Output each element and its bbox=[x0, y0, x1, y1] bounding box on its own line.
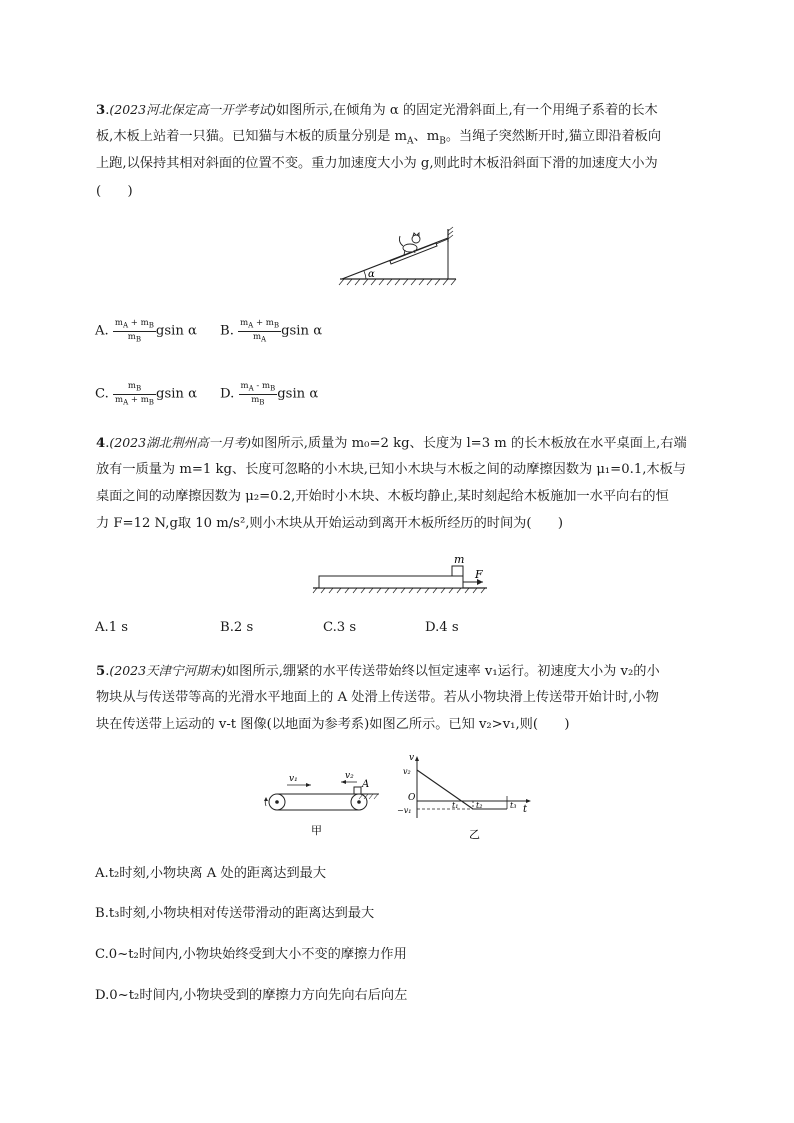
q5-option-a[interactable]: A.t₂时刻,小物块离 A 处的距离达到最大 bbox=[95, 866, 327, 881]
q5-line3: 块在传送带上运动的 v-t 图像(以地面为参考系)如图乙所示。已知 v₂>v₁,则( ) bbox=[96, 717, 570, 732]
long-board bbox=[319, 576, 463, 588]
q4-option-a[interactable]: A.1 s bbox=[95, 620, 129, 635]
board-block-figure bbox=[311, 554, 491, 596]
t1-label: t₁ bbox=[452, 801, 459, 810]
q5-option-b[interactable]: B.t₃时刻,小物块相对传送带滑动的距离达到最大 bbox=[95, 906, 375, 921]
v1-label: v₁ bbox=[289, 774, 298, 784]
q3-option-b[interactable]: B. $\frac{m_A + m_B}{m_A}$ gsin α bbox=[220, 318, 323, 344]
q4-option-b[interactable]: B.2 s bbox=[220, 620, 254, 635]
q3-line4: ( ) bbox=[96, 184, 133, 199]
q3-number: 3 bbox=[96, 103, 106, 118]
t3-label: t₃ bbox=[510, 801, 517, 810]
q5-line1: 5.(2023天津宁河期末)如图所示,绷紧的水平传送带始终以恒定速率 v₁运行。初速度大小为 v₂的小 bbox=[96, 663, 660, 679]
conveyor-figure bbox=[255, 766, 385, 840]
q5-number: 5 bbox=[96, 664, 106, 679]
frac-numerator: $m_A + m_B$ bbox=[114, 318, 154, 330]
q3-line2: 板,木板上站着一只猫。已知猫与木板的质量分别是 $m_A$、$m_B$。当绳子突然断开时,猫立即沿着板向 bbox=[96, 129, 662, 147]
q4-option-c[interactable]: C.3 s bbox=[323, 620, 357, 635]
q5-option-c[interactable]: C.0~t₂时间内,小物块始终受到大小不变的摩擦力作用 bbox=[95, 947, 407, 962]
q4-line3: 桌面之间的动摩擦因数为 μ₂=0.2,开始时小木块、木板均静止,某时刻起给木板施加一水平向右的恒 bbox=[96, 489, 669, 504]
figure-yi-label: 乙 bbox=[469, 828, 480, 841]
q4-option-d[interactable]: D.4 s bbox=[425, 620, 459, 635]
q3-option-c[interactable]: C. $\frac{m_B}{m_A + m_B}$ gsin α bbox=[95, 381, 198, 407]
v2-label: v₂ bbox=[345, 771, 354, 781]
t2-label: t₂ bbox=[476, 801, 483, 810]
q4-number: 4 bbox=[96, 436, 106, 451]
q3-line1: 3.(2023河北保定高一开学考试)如图所示,在倾角为 α 的固定光滑斜面上,有一个用绳子系着的长木 bbox=[96, 102, 658, 118]
v-axis-label: v bbox=[409, 753, 415, 763]
q4-line1: 4.(2023湖北荆州高一月考)如图所示,质量为 m₀=2 kg、长度为 l=3 m 的长木板放在水平桌面上,右端 bbox=[96, 435, 687, 451]
q3-source: (2023河北保定高一开学考试) bbox=[109, 102, 276, 117]
q5-option-d[interactable]: D.0~t₂时间内,小物块受到的摩擦力方向先向右后向左 bbox=[95, 988, 408, 1003]
figure-jia-label: 甲 bbox=[311, 824, 322, 837]
small-block bbox=[452, 566, 463, 576]
vt-graph-figure bbox=[397, 752, 537, 842]
q3-line3: 上跑,以保持其相对斜面的位置不变。重力加速度大小为 g,则此时木板沿斜面下滑的加速度大小为 bbox=[96, 156, 658, 171]
q5-source: (2023天津宁河期末) bbox=[109, 663, 226, 678]
alpha-label: α bbox=[368, 269, 375, 280]
vt-line-decel bbox=[417, 770, 473, 809]
q3-option-a[interactable]: A. $\frac{m_A + m_B}{m_B}$ gsin α bbox=[95, 318, 197, 344]
v2-tick-label: v₂ bbox=[403, 767, 411, 776]
q4-line2: 放有一质量为 m=1 kg、长度可忽略的小木块,已知小木块与木板之间的动摩擦因数为 μ₁=0.1,木板与 bbox=[96, 462, 686, 477]
q4-source: (2023湖北荆州高一月考) bbox=[109, 435, 251, 450]
small-object bbox=[354, 787, 361, 794]
origin-label: O bbox=[408, 793, 416, 803]
q5-line2: 物块从与传送带等高的光滑水平地面上的 A 处滑上传送带。若从小物块滑上传送带开始计时,小物 bbox=[96, 690, 659, 705]
point-a-label: A bbox=[362, 779, 370, 790]
q4-line4: 力 F=12 N,g取 10 m/s²,则小木块从开始运动到离开木板所经历的时间为( ) bbox=[96, 516, 564, 531]
incline-figure bbox=[336, 224, 460, 286]
t-axis-label: t bbox=[523, 804, 528, 815]
neg-v1-tick-label: −v₁ bbox=[397, 806, 412, 815]
force-label: F bbox=[475, 568, 483, 581]
block-mass-label: m bbox=[454, 554, 465, 566]
q3-option-d[interactable]: D. $\frac{m_A - m_B}{m_B}$ gsin α bbox=[220, 381, 319, 407]
